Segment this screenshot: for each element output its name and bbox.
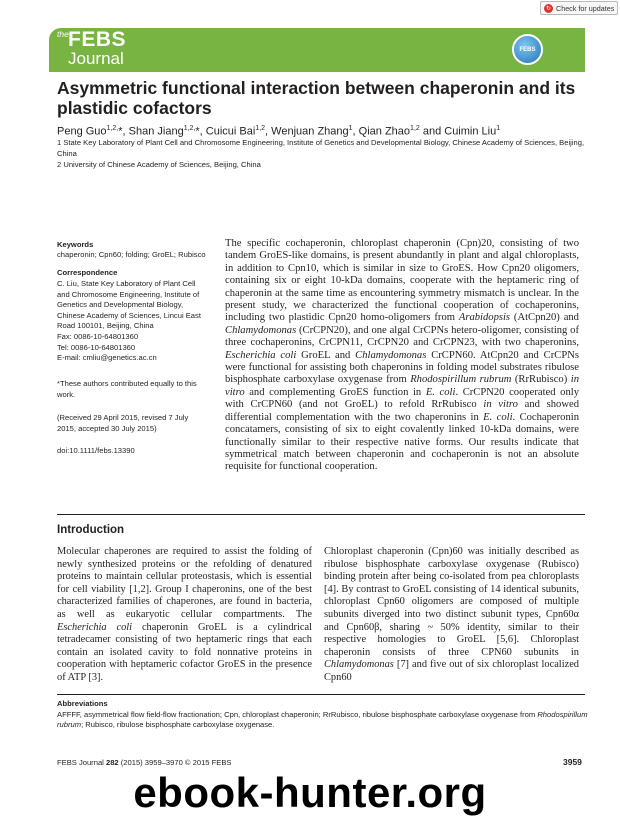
author-affiliation-mark: 1 (348, 125, 353, 132)
journal-logo-name: FEBS (68, 28, 127, 51)
article-title: Asymmetric functional interaction between chaperonin and its plastidic cofactors (57, 78, 576, 118)
doi-link[interactable]: doi:10.1111/febs.13390 (57, 446, 135, 455)
note-line: *These authors contributed equally to this (57, 379, 197, 388)
dates-line: 2015, accepted 30 July 2015) (57, 423, 157, 433)
author: Peng Guo (57, 125, 107, 138)
introduction-heading: Introduction (57, 524, 125, 536)
author-affiliation-mark: 1 (496, 125, 501, 132)
watermark: ebook-hunter.org (133, 769, 487, 816)
abbreviations-text: AFFFF, asymmetrical flow field-flow fractionation; Cpn, chloroplast chaperonin; RrRubisco, ribulose bisphosphate carboxylase oxygenase from Rhodospirillum rubrum; Rubisco, ribulose bisphosphate carboxylase oxygenase. (57, 710, 588, 730)
author-affiliation-mark: 1,2 (410, 125, 420, 132)
affiliation-2: 2 University of Chinese Academy of Sciences, Beijing, China (57, 160, 261, 169)
correspondence-email: E-mail: cmliu@genetics.ac.cn (57, 353, 157, 363)
note-line: work. (57, 389, 76, 399)
correspondence-line: Tel: 0086-10-64801360 (57, 342, 136, 352)
febs-emblem-icon (512, 34, 543, 65)
correspondence-line: C. Liu, State Key Laboratory of Plant Cell (57, 279, 196, 288)
correspondence-line: Fax: 0086-10-64801360 (57, 331, 139, 341)
author: Wenjuan Zhang (271, 125, 349, 138)
footer-citation: FEBS Journal 282 (2015) 3959–3970 © 2015 FEBS (57, 758, 232, 767)
author: Cuimin Liu (444, 125, 497, 138)
correspondence-line: Genetics and Developmental Biology, (57, 300, 184, 310)
correspondence-line: and Chromosome Engineering, Institute of (57, 289, 200, 299)
affiliation-1: 1 State Key Laboratory of Plant Cell and Chromosome Engineering, Institute of Genetics and Developmental Biology, Chinese Academy of Sciences, Beijing, China (57, 138, 585, 158)
keywords-heading: Keywords (57, 240, 94, 249)
author-list: Peng Guo$^{1,2,}$*, Shan Jiang$^{1,2,}$*, Cuicui Bai$^{1,2}$, Wenjuan Zhang$^1$, Qian Zhao$^{1,2}$ and Cuimin Liu$^1$ (57, 125, 501, 138)
section-divider (57, 514, 585, 515)
journal-logo-sub: Journal (68, 49, 124, 68)
author: Shan Jiang (128, 125, 184, 138)
journal-banner (49, 28, 585, 72)
abbreviations-divider (57, 694, 585, 695)
abstract-text: The specific cochaperonin, chloroplast chaperonin (Cpn)20, consisting of two tandem GroES-like domains, is present abundantly in plant and algal chloroplasts, in addition to Cpn10, which is similar in size to GroES. How Cpn20 oligomers, containing six or eight 10-kDa domains, cooperate with the heptameric ring of chaperonin at the same time as encountering symmetry mismatch is unclear. In the present study, we characterized the functional cooperation of cochaperonins, including two plastidic Cpn20 homo-oligomers from Arabidopsis (AtCpn20) and Chlamydomonas (CrCPN20), and one algal CrCPNs hetero-oligomer, consisting of three cochaperonins, CrCPN11, CrCPN20 and CrCPN23, with two chaperonins, Escherichia coli GroEL and Chlamydomonas CrCPN60. AtCpn20 and CrCPNs were functional for assisting both chaperonins in folding model substrates ribulose bisphosphate carboxylase oxygenase from Rhodospirillum rubrum (RrRubisco) in vitro and complementing GroES function in E. coli. CrCPN20 cooperated only with CrCPN60 (and not GroEL) to refold RrRubisco in vitro and showed differential complementation with the two chaperonins in E. coli. Cochaperonin concatamers, consisting of six to eight covalently linked 10-kDa domains, were functionally similar to their respective native forms. Our results indicate that symmetrical match between chaperonin and cochaperonin is not an absolute requisite for functional cooperation. (225, 238, 580, 473)
author: Cuicui Bai (205, 125, 256, 138)
intro-left-column: Molecular chaperones are required to assist the folding of newly synthesized proteins or the refolding of denatured proteins to maintain cellular proteostasis, which is essential for cell viability [1,2]. Group I chaperonins, one of the best characterized families of chaperones, are found in bacteria, as well as eukaryotic cellular compartments. The Escherichia coli chaperonin GroEL is a cylindrical tetradecamer consisting of two heptameric rings that each contain an isolated cavity to fold nonnative proteins in cooperation with heptameric cofactor GroES in the presence of ATP [3]. (57, 546, 312, 683)
keywords-text: chaperonin; Cpn60; folding; GroEL; Rubisco (57, 250, 206, 259)
author: Qian Zhao (358, 125, 411, 138)
dates-line: (Received 29 April 2015, revised 7 July (57, 413, 189, 422)
author-affiliation-mark: 1,2 (255, 125, 266, 132)
check-for-updates-label: Check for updates (556, 3, 615, 13)
equal-contribution-mark: * (195, 125, 200, 138)
intro-right-column: Chloroplast chaperonin (Cpn)60 was initially described as ribulose bisphosphate carboxylase oxygenase (Rubisco) binding protein after being co-isolated from pea chloroplasts [4]. By contrast to GroEL consisting of 14 identical subunits, chloroplast Cpn60 oligomers are composed of multiple subunits diverged into two distinct subunit types, Cpn60α and Cpn60β, sharing ~ 50% identity, similar to their respective homologies to GroEL [5,6]. Chloroplast chaperonin consists of three CPN60 subunits in Chlamydomonas [7] and five out of six chloroplast localized Cpn60 (324, 546, 579, 683)
journal-logo-the: the (57, 29, 69, 39)
page-number: 3959 (563, 757, 582, 767)
correspondence-heading: Correspondence (57, 268, 118, 277)
author-affiliation-mark: 1,2, (183, 125, 196, 132)
abbreviations-heading: Abbreviations (57, 699, 108, 708)
correspondence-block (57, 279, 207, 364)
correspondence-line: Road 100101, Beijing, China (57, 321, 154, 331)
update-icon: ↻ (545, 5, 552, 12)
febs-emblem-text: FEBS (519, 46, 536, 53)
received-dates (57, 413, 207, 434)
author-affiliation-mark: 1,2, (106, 125, 119, 132)
equal-contribution-note (57, 379, 207, 400)
correspondence-line: Chinese Academy of Sciences, Lincui East (57, 310, 201, 320)
equal-contribution-mark: * (118, 125, 123, 138)
check-for-updates-button[interactable] (540, 1, 618, 15)
